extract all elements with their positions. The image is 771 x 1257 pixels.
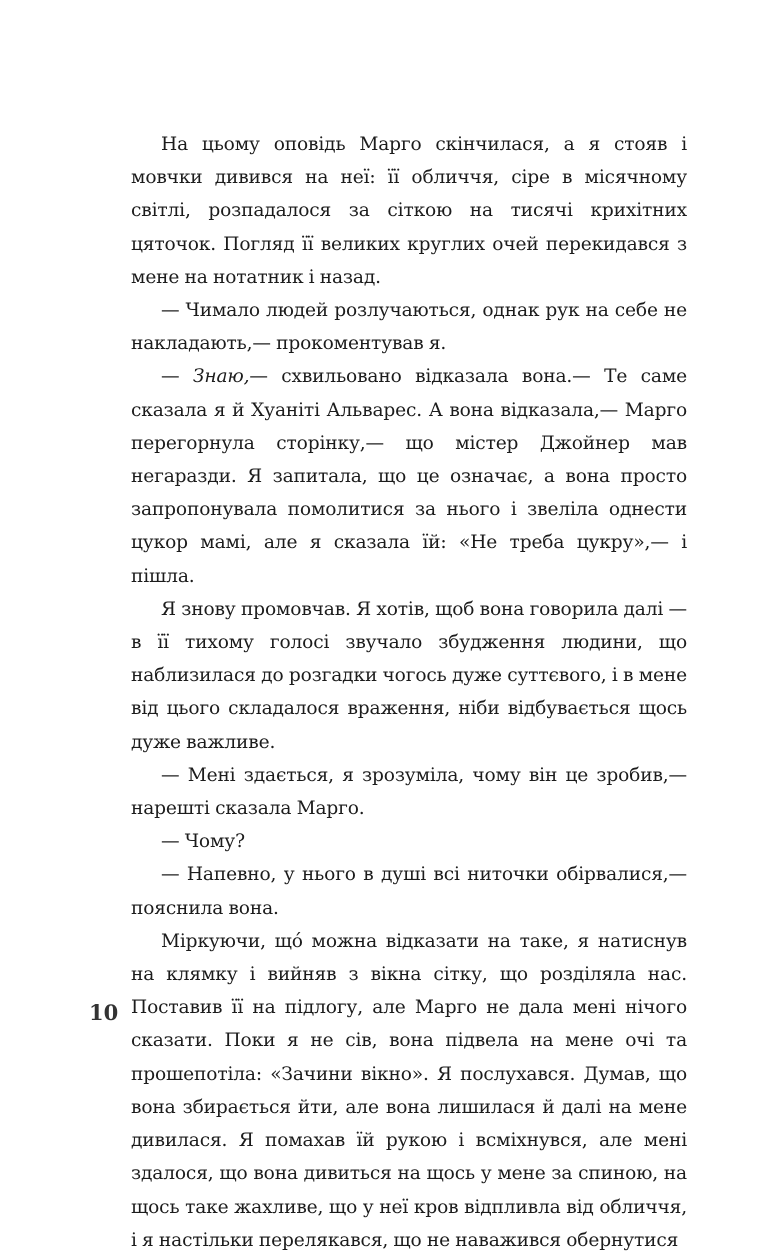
page-number: 10 xyxy=(89,1000,119,1025)
paragraph-6: — Чому? xyxy=(161,831,245,853)
dialogue-dash: — xyxy=(161,366,193,388)
italic-word: Знаю, xyxy=(192,366,250,388)
paragraph-7: — Напевно, у нього в душі всі ниточки обірвалися,— пояснила вона. xyxy=(131,864,687,919)
body-text xyxy=(131,128,687,1257)
paragraph-3-rest: — схвильовано відказала вона.— Те саме сказала я й Хуаніті Альварес. А вона відказала,— Марго перегорнула сторінку,— що містер Джойнер мав негаразди. Я запитала, що це означає, а вона просто запропонувала помолитися за нього і звеліла однести цукор мамі, але я сказала їй: «Не треба цукру»,— і пішла. xyxy=(131,366,687,587)
paragraph-2: — Чимало людей розлучаються, однак рук на себе не накладають,— прокоментував я. xyxy=(131,300,687,355)
paragraph-1: На цьому оповідь Марго скінчилася, а я стояв і мовчки дивився на неї: її обличчя, сіре в місячному світлі, розпадалося за сіткою на тисячі крихітних цяточок. Погляд її великих круглих очей перекидався з мене на нотатник і назад. xyxy=(131,134,687,288)
paragraph-3 xyxy=(131,360,687,592)
paragraph-8: Міркуючи, що́ можна відказати на таке, я натиснув на клямку і вийняв з вікна сітку, що розділяла нас. Поставив її на підлогу, але Марго не дала мені нічого сказати. Поки я не сів, вона підвела на мене очі та прошепотіла: «Зачини вікно». Я послухався. Думав, що вона збирається йти, але вона лишилася й далі на мене дивилася. Я помахав їй рукою і всміхнувся, але мені здалося, що вона дивиться на щось у мене за спиною, на щось таке жахливе, що у неї кров відпливла від обличчя, і я настільки перелякався, що не наважився обернутися xyxy=(131,930,687,1251)
paragraph-5: — Мені здається, я зрозуміла, чому він це зробив,— нарешті сказала Марго. xyxy=(131,764,687,820)
paragraph-4: Я знову промовчав. Я хотів, щоб вона говорила далі — в її тихому голосі звучало збудження людини, що наблизилася до розгадки чогось дуже суттєвого, і в мене від цього складалося враження, ніби відбувається щось дуже важливе. xyxy=(131,598,687,753)
